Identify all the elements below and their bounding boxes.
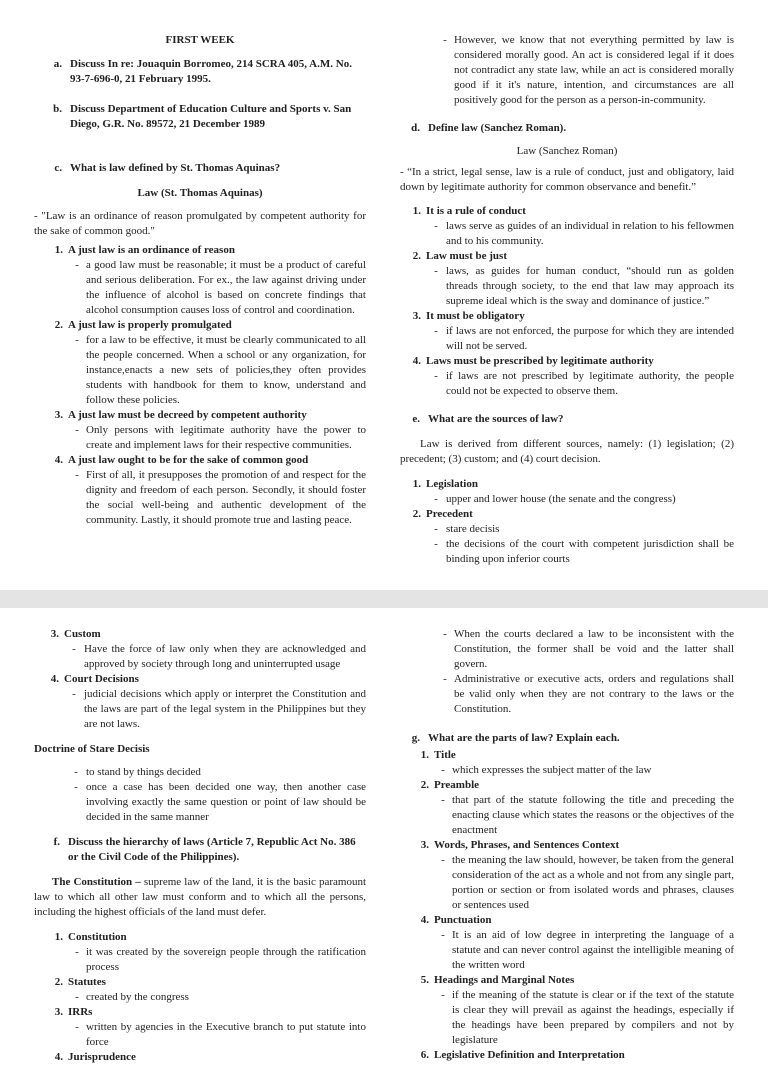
dash-marker: - (75, 946, 79, 958)
list-bullet (400, 369, 734, 399)
item-number: 1. (54, 931, 63, 943)
bullet-text: if the meaning of the statute is clear or if the text of the statute is clear they will prevail as against the headings, especially if the headings have been prepared by compilers and not by legislature (452, 989, 734, 1046)
item-number: 4. (420, 914, 429, 926)
list-bullet (34, 333, 366, 408)
sanchez-definition: - “In a strict, legal sense, law is a rule of conduct, just and obligatory, laid down by legitimate authority for common observance and benefit.” (400, 166, 734, 193)
dash-marker: - (434, 538, 438, 550)
list-item (34, 243, 366, 258)
list-bullet (400, 33, 734, 108)
list-bullet (34, 1020, 366, 1050)
list-item (34, 627, 366, 642)
question-text: What is law defined by St. Thomas Aquinas? (70, 162, 281, 174)
dash-marker: - (434, 493, 438, 505)
bullet-text: created by the congress (86, 991, 189, 1003)
item-number: 2. (54, 976, 63, 988)
bullet-text: if laws are not prescribed by legitimate authority, the people could not be expected to observe them. (446, 370, 734, 397)
stare-decisis-heading: Doctrine of Stare Decisis (34, 743, 150, 755)
bullet-text: Administrative or executive acts, orders and regulations shall be valid only when they are not contrary to the laws or the Constitution. (454, 673, 734, 715)
list-bullet (34, 468, 366, 528)
item-number: 2. (412, 508, 421, 520)
item-number: 5. (420, 974, 429, 986)
item-title: Custom (64, 628, 101, 640)
dash-marker: - (75, 469, 79, 481)
item-number: 3. (54, 409, 63, 421)
bullet-text: to stand by things decided (86, 766, 201, 778)
list-bullet (34, 780, 366, 825)
list-bullet (34, 990, 366, 1005)
dash-marker: - (434, 265, 438, 277)
bullet-text: When the courts declared a law to be inconsistent with the Constitution, the former shall be void and the latter shall govern. (454, 628, 734, 670)
list-item (400, 838, 734, 853)
sources-paragraph: Law is derived from different sources, namely: (1) legislation; (2) precedent; (3) custom; and (4) court decision. (400, 438, 734, 465)
item-title: Laws must be prescribed by legitimate authority (426, 355, 654, 367)
list-bullet (34, 687, 366, 732)
dash-marker: - (441, 764, 445, 776)
item-title: Preamble (434, 779, 480, 791)
list-bullet (400, 219, 734, 249)
dash-marker: - (434, 523, 438, 535)
question-a (34, 57, 366, 87)
item-title: Words, Phrases, and Sentences Context (434, 839, 620, 851)
item-title: Title (434, 749, 456, 761)
list-bullet (400, 492, 734, 507)
list-bullet (34, 945, 366, 975)
list-item (400, 354, 734, 369)
dash-marker: - (441, 794, 445, 806)
page-2 (0, 608, 768, 1063)
list-bullet (400, 627, 734, 672)
bullet-text: However, we know that not everything permitted by law is considered morally good. An act is considered legal if it does not contradict any state law, while an act is considered morally good if it it's nature, intention, and circumstances are all positively good for the person as a person-in-community. (454, 34, 734, 106)
item-title: A just law ought to be for the sake of common good (68, 454, 309, 466)
page2-left-column (34, 627, 366, 1065)
bullet-text: written by agencies in the Executive branch to put statute into force (86, 1021, 366, 1048)
item-number: 4. (50, 673, 59, 685)
list-bullet (400, 264, 734, 309)
question-label: g. (411, 732, 420, 744)
courts-bullets (400, 627, 734, 717)
item-title: IRRs (68, 1006, 93, 1018)
list-item (400, 507, 734, 522)
bullet-text: judicial decisions which apply or interpret the Constitution and the laws are part of the legal system in the Philippines but they are not laws. (84, 688, 366, 730)
dash-marker: - (74, 766, 78, 778)
bullet-text: the meaning the law should, however, be taken from the general consideration of the act as a whole and not from any single part, portion or section or from isolated words and phrases, clauses or sentences used (452, 854, 734, 911)
bullet-text: a good law must be reasonable; it must be a product of careful and serious deliberation. For ex., the law against driving under the influence of alcohol is based on concrete findings that alcohol consumption causes loss of control and coordination. (86, 259, 366, 316)
bullet-text: which expresses the subject matter of the law (452, 764, 652, 776)
list-item (34, 1050, 366, 1065)
sanchez-heading: Law (Sanchez Roman) (516, 145, 618, 157)
dash-marker: - (443, 673, 447, 685)
question-label: f. (53, 836, 60, 848)
item-number: 1. (412, 478, 421, 490)
item-number: 3. (50, 628, 59, 640)
list-bullet (34, 423, 366, 453)
dash-marker: - (75, 424, 79, 436)
item-number: 3. (420, 839, 429, 851)
question-label: d. (411, 122, 420, 134)
list-bullet (34, 642, 366, 672)
list-item (400, 973, 734, 988)
dash-marker: - (72, 643, 76, 655)
list-bullet (400, 988, 734, 1048)
question-d (400, 121, 734, 136)
bullet-text: Only persons with legitimate authority have the power to create and implement laws for their respective communities. (86, 424, 366, 451)
aquinas-list (34, 243, 366, 528)
bullet-text: the decisions of the court with competent jurisdiction shall be binding upon inferior courts (446, 538, 734, 565)
item-number: 4. (412, 355, 421, 367)
list-item (34, 975, 366, 990)
question-label: b. (53, 103, 62, 115)
dash-marker: - (443, 34, 447, 46)
constitution-paragraph (34, 875, 366, 920)
item-number: 1. (420, 749, 429, 761)
list-bullet (34, 765, 366, 780)
question-text: What are the sources of law? (428, 413, 564, 425)
bullet-text: stare decisis (446, 523, 500, 535)
hierarchy-list (34, 930, 366, 1065)
list-item (400, 913, 734, 928)
question-text: Discuss Department of Education Culture and Sports v. San Diego, G.R. No. 89572, 21 December 1989 (70, 103, 352, 130)
list-item (400, 748, 734, 763)
list-bullet (400, 537, 734, 567)
dash-marker: - (434, 370, 438, 382)
page1-right-column (400, 33, 734, 567)
list-item (400, 204, 734, 219)
list-item (34, 453, 366, 468)
aquinas-definition: - "Law is an ordinance of reason promulgated by competent authority for the sake of common good." (34, 210, 366, 237)
list-item (34, 408, 366, 423)
sources-list (400, 477, 734, 567)
page-separator (0, 590, 768, 608)
bullet-text: it was created by the sovereign people through the ratification process (86, 946, 366, 973)
dash-marker: - (434, 220, 438, 232)
dash-marker: - (434, 325, 438, 337)
dash-marker: - (443, 628, 447, 640)
list-bullet (400, 522, 734, 537)
list-item (400, 477, 734, 492)
item-title: Constitution (68, 931, 127, 943)
stare-decisis-bullets (34, 765, 366, 825)
item-number: 4. (54, 1051, 63, 1063)
item-number: 6. (420, 1049, 429, 1061)
bullet-text: for a law to be effective, it must be clearly communicated to all the people concerned. When a school or any organization, for instance,enacts a new sets of policies,they often provides students with handbook for them to know, understand and follow these policies. (86, 334, 366, 406)
item-title: A just law must be decreed by competent authority (68, 409, 307, 421)
question-text: Define law (Sanchez Roman). (428, 122, 567, 134)
list-item (34, 930, 366, 945)
parts-list (400, 748, 734, 1063)
page1-left-column (34, 33, 366, 528)
item-title: Law must be just (426, 250, 507, 262)
bullet-text: upper and lower house (the senate and the congress) (446, 493, 676, 505)
week-title: FIRST WEEK (165, 34, 235, 46)
bullet-text: that part of the statute following the title and preceding the enacting clause which states the reasons or the objectives of the enactment (452, 794, 734, 836)
dash-marker: - (74, 781, 78, 793)
dash-marker: - (441, 989, 445, 1001)
question-c (34, 161, 366, 176)
dash-marker: - (75, 334, 79, 346)
question-text: Discuss the hierarchy of laws (Article 7, Republic Act No. 386 or the Civil Code of the Philippines). (68, 836, 356, 863)
sources-continued-list (34, 627, 366, 732)
bullet-text: if laws are not enforced, the purpose for which they are intended will not be served. (446, 325, 734, 352)
item-title: It is a rule of conduct (426, 205, 526, 217)
question-f (34, 835, 366, 865)
question-text: What are the parts of law? Explain each. (428, 732, 620, 744)
question-label: a. (53, 58, 62, 70)
item-number: 2. (412, 250, 421, 262)
dash-marker: - (75, 1021, 79, 1033)
list-bullet (400, 324, 734, 354)
list-bullet (400, 928, 734, 973)
sanchez-list (400, 204, 734, 399)
list-bullet (400, 793, 734, 838)
list-item (34, 672, 366, 687)
list-item (34, 1005, 366, 1020)
list-item (400, 1048, 734, 1063)
item-title: A just law is properly promulgated (68, 319, 232, 331)
dash-marker: - (72, 688, 76, 700)
bullet-text: First of all, it presupposes the promotion of and respect for the dignity and freedom of each person. Secondly, it should foster the social well-being and authentic development of the community. Lastly, it should promote true and lasting peace. (86, 469, 366, 526)
list-bullet (34, 258, 366, 318)
list-item (400, 309, 734, 324)
question-label: c. (54, 162, 62, 174)
bullet-text: It is an aid of low degree in interpreting the language of a statute and can never control against the intelligible meaning of the written word (452, 929, 734, 971)
list-bullet (400, 853, 734, 913)
item-title: It must be obligatory (426, 310, 525, 322)
dash-marker: - (75, 991, 79, 1003)
item-title: Legislative Definition and Interpretation (434, 1049, 625, 1061)
dash-marker: - (441, 929, 445, 941)
bullet-text: laws, as guides for human conduct, “should run as golden threads through society, to the end that law may approach its supreme ideal which is the sway and dominance of justice.” (446, 265, 734, 307)
question-label: e. (412, 413, 420, 425)
item-title: Headings and Marginal Notes (434, 974, 575, 986)
page2-right-column (400, 627, 734, 1063)
item-number: 1. (54, 244, 63, 256)
item-number: 3. (54, 1006, 63, 1018)
item-title: Statutes (68, 976, 106, 988)
item-title: Jurisprudence (68, 1051, 136, 1063)
bullet-text: once a case has been decided one way, then another case involving exactly the same question or point of law should be decided in the same manner (86, 781, 366, 823)
item-title: Punctuation (434, 914, 492, 926)
constitution-definition: supreme law of the land, it is the basic paramount law to which all other law must conform and to which all the persons, including the highest officials of the land must defer. (34, 876, 366, 918)
dash-marker: - (75, 259, 79, 271)
dash-marker: - (441, 854, 445, 866)
bullet-text: Have the force of law only when they are acknowledged and approved by society through long and uninterrupted usage (84, 643, 366, 670)
list-bullet (400, 672, 734, 717)
list-bullet (400, 763, 734, 778)
item-title: Precedent (426, 508, 473, 520)
bullet-text: laws serve as guides of an individual in relation to his fellowmen and to his community. (446, 220, 734, 247)
list-item (400, 778, 734, 793)
item-number: 2. (420, 779, 429, 791)
item-title: A just law is an ordinance of reason (68, 244, 235, 256)
list-item (34, 318, 366, 333)
constitution-term: The Constitution – (52, 876, 141, 888)
question-text: Discuss In re: Jouaquin Borromeo, 214 SCRA 405, A.M. No. 93-7-696-0, 21 February 1995. (70, 58, 352, 85)
item-title: Court Decisions (64, 673, 139, 685)
item-number: 3. (412, 310, 421, 322)
item-number: 2. (54, 319, 63, 331)
item-number: 4. (54, 454, 63, 466)
aquinas-heading: Law (St. Thomas Aquinas) (137, 187, 263, 199)
item-title: Legislation (426, 478, 478, 490)
question-e (400, 412, 734, 427)
question-g (400, 731, 734, 746)
item-number: 1. (412, 205, 421, 217)
list-item (400, 249, 734, 264)
question-b (34, 102, 366, 132)
